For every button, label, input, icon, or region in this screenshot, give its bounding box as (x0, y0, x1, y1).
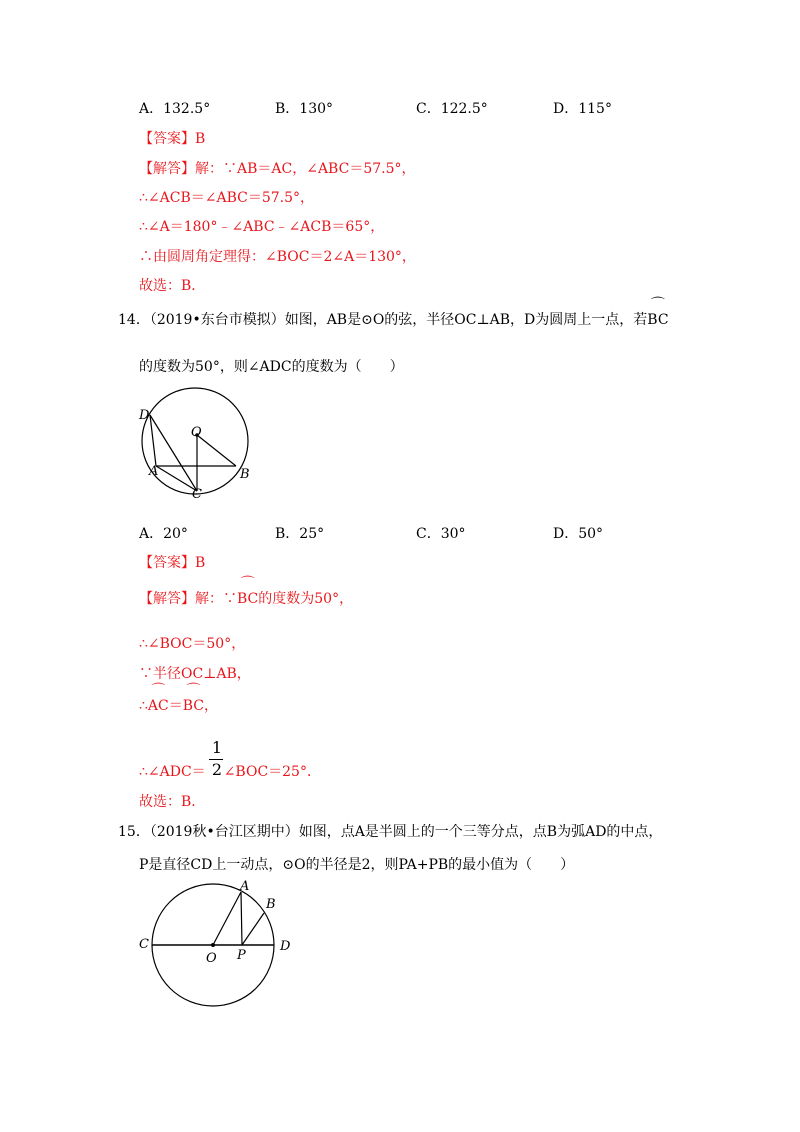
q14-solution-line2: ∴∠BOC＝50°， (139, 636, 246, 652)
q14-option-b: B．25° (275, 526, 325, 542)
arc-ac: ⌒ AC (148, 697, 169, 715)
solution-head: 【解答】 (139, 161, 195, 177)
solution-head: 【解答】 (139, 591, 195, 607)
q13-solution-line5: 故选：B． (139, 278, 206, 294)
q14-answer: 【答案】B (139, 555, 206, 571)
solution-text: ， (204, 698, 219, 714)
q13-option-d: D．115° (553, 101, 612, 117)
arc-bc: ⌒ BC (183, 697, 204, 715)
fraction-numerator: 1 (211, 738, 223, 757)
q14-label-c: C (192, 487, 202, 502)
q14-label-b: B (240, 467, 250, 482)
q15-segment-ap (241, 892, 242, 945)
solution-text: 的度数为50°， (258, 591, 354, 607)
q14-option-a: A．20° (139, 526, 188, 542)
q15-label-d: D (280, 939, 291, 954)
q14-stem-text: 14．（2019•东台市模拟）如图，AB是⊙O的弦，半径OC⊥AB，D为圆周上一点，若 (118, 312, 648, 328)
q14-label-o: O (191, 425, 202, 440)
q14-solution-line5 (139, 760, 321, 781)
q15-label-p: P (237, 948, 246, 963)
q13-option-b: B．130° (275, 101, 334, 117)
q14-solution-line1 (139, 590, 353, 608)
q15-label-o: O (206, 951, 217, 966)
q15-segment-oa (213, 892, 241, 945)
solution-text: ∴ (139, 698, 148, 714)
fraction-denominator: 2 (211, 760, 223, 779)
q14-arc-bc: ⌒ BC (647, 311, 668, 329)
solution-text: ∴∠ADC＝ (139, 764, 206, 780)
q13-solution-line1 (139, 160, 416, 178)
q14-option-d: D．50° (553, 526, 604, 542)
q14-label-a: A (149, 464, 159, 479)
q15-center-dot (211, 943, 215, 947)
solution-text: ∠BOC＝25°． (223, 764, 321, 780)
q15-stem-line2: P是直径CD上一动点，⊙O的半径是2，则PA+PB的最小值为（ ） (139, 857, 575, 873)
q14-radius-ob (197, 435, 236, 466)
q14-solution-line3: ∵半径OC⊥AB， (139, 666, 251, 682)
solution-text: 解：∵AB＝AC，∠ABC＝57.5°， (195, 161, 416, 177)
q14-solution-line6: 故选：B． (139, 794, 206, 810)
q15-stem-line1: 15．（2019秋•台江区期中）如图，点A是半圆上的一个三等分点，点B为弧AD的中点， (118, 824, 663, 840)
q13-solution-line2: ∴∠ACB＝∠ABC＝57.5°， (139, 190, 315, 206)
q15-label-b: B (266, 897, 276, 912)
q13-option-a: A．132.5° (139, 101, 211, 117)
q14-option-c: C．30° (416, 526, 466, 542)
q15-segment-pb (242, 913, 264, 945)
q14-stem-line1 (118, 311, 669, 329)
solution-text: ＝ (168, 698, 183, 714)
q13-solution-line3: ∴∠A＝180°﹣∠ABC﹣∠ACB＝65°， (139, 219, 385, 235)
q15-label-c: C (139, 937, 149, 952)
q13-solution-line4: ∴由圆周角定理得：∠BOC＝2∠A＝130°， (139, 249, 416, 265)
q15-label-a: A (240, 879, 250, 894)
arc-bc: ⌒ BC (237, 590, 258, 608)
q13-answer: 【答案】B (139, 131, 206, 147)
q13-option-c: C．122.5° (416, 101, 488, 117)
q14-solution-line4 (139, 697, 218, 715)
q14-chord-ac (156, 466, 197, 491)
q15-figure (149, 879, 279, 1009)
solution-text: 解：∵ (195, 591, 237, 607)
q14-label-d: D (139, 408, 150, 423)
q14-stem-line2: 的度数为50°，则∠ADC的度数为（ ） (139, 359, 404, 375)
